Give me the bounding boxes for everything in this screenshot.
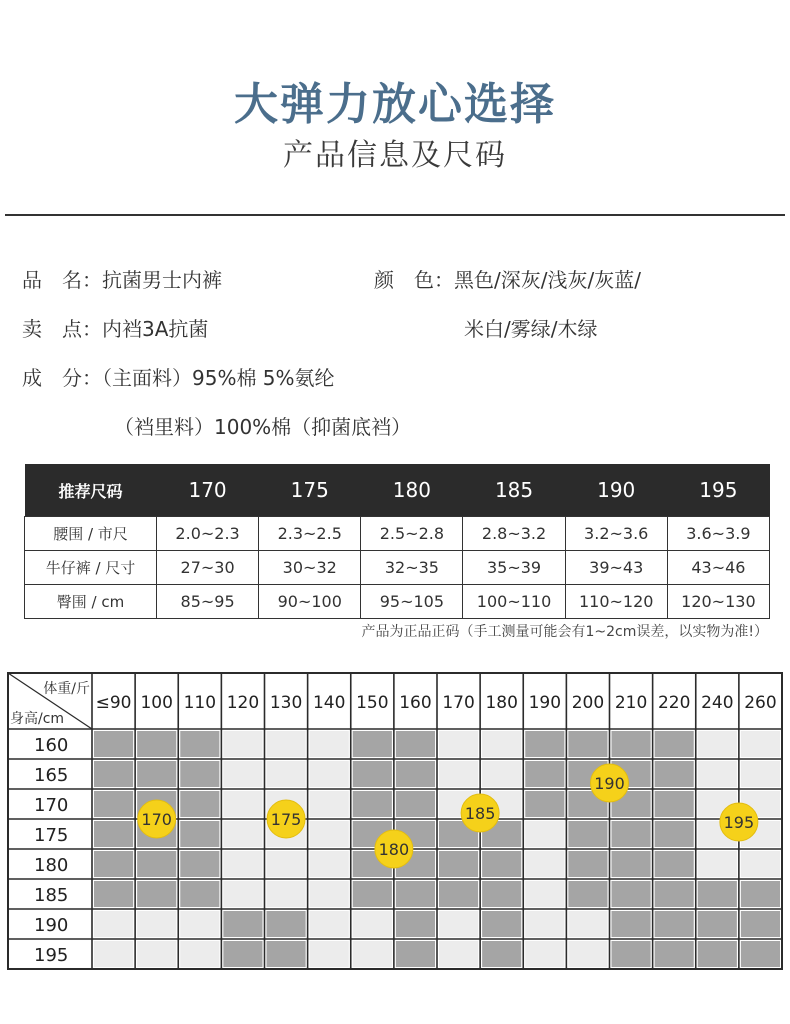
size-badge-label: 175: [270, 810, 302, 829]
chart-cell: [698, 761, 737, 787]
chart-cell: [94, 821, 133, 847]
chart-cell: [482, 941, 521, 967]
chart-cell: [223, 731, 262, 757]
table-cell: 90~100: [259, 585, 361, 619]
y-tick-label: 165: [34, 765, 69, 786]
chart-cell: [439, 851, 478, 877]
chart-cell: [310, 761, 349, 787]
row-label: 腰围 / 市尺: [25, 517, 157, 551]
chart-cell: [353, 731, 392, 757]
chart-cell: [180, 731, 219, 757]
chart-cell: [137, 911, 176, 937]
feature-label: 卖 点：: [22, 317, 102, 341]
page-subtitle: 产品信息及尺码: [283, 138, 507, 173]
chart-cell: [482, 761, 521, 787]
table-cell: 32~35: [361, 551, 463, 585]
chart-cell: [698, 731, 737, 757]
color-value-1: 黑色/深灰/浅灰/灰蓝/: [454, 268, 641, 292]
size-badge-label: 190: [594, 774, 625, 793]
y-tick-label: 190: [34, 915, 69, 936]
chart-cell: [439, 941, 478, 967]
table-cell: 2.8~3.2: [463, 517, 565, 551]
table-cell: 120~130: [667, 585, 769, 619]
chart-cell: [94, 761, 133, 787]
chart-cell: [180, 881, 219, 907]
chart-cell: [568, 881, 607, 907]
x-tick-label: 170: [442, 693, 475, 713]
table-cell: 3.6~3.9: [667, 517, 769, 551]
chart-cell: [94, 881, 133, 907]
chart-cell: [741, 851, 780, 877]
color-value-2: 米白/雾绿/木绿: [464, 317, 598, 341]
size-header-cell: 190: [565, 464, 667, 517]
y-tick-label: 170: [34, 795, 69, 816]
chart-cell: [612, 851, 651, 877]
table-cell: 35~39: [463, 551, 565, 585]
chart-cell: [568, 851, 607, 877]
x-tick-label: 140: [312, 693, 346, 713]
chart-cell: [612, 731, 651, 757]
chart-cell: [655, 761, 694, 787]
chart-cell: [310, 851, 349, 877]
chart-cell: [223, 821, 262, 847]
table-cell: 2.0~2.3: [157, 517, 259, 551]
table-cell: 100~110: [463, 585, 565, 619]
y-tick-label: 180: [34, 855, 69, 876]
chart-cell: [353, 911, 392, 937]
chart-cell: [698, 911, 737, 937]
chart-cell: [310, 821, 349, 847]
x-tick-label: 240: [701, 693, 734, 713]
table-cell: 43~46: [667, 551, 769, 585]
chart-cell: [94, 731, 133, 757]
color-label: 颜 色：: [374, 268, 454, 292]
chart-cell: [655, 881, 694, 907]
feature-value: 内裆3A抗菌: [102, 317, 209, 341]
chart-cell: [655, 791, 694, 817]
chart-cell: [94, 791, 133, 817]
chart-cell: [396, 941, 435, 967]
chart-cell: [396, 731, 435, 757]
name-value: 抗菌男士内裤: [102, 268, 222, 292]
y-tick-label: 195: [34, 945, 69, 966]
x-tick-label: 190: [528, 693, 562, 713]
chart-cell: [525, 761, 564, 787]
chart-cell: [568, 911, 607, 937]
chart-cell: [655, 941, 694, 967]
chart-cell: [612, 941, 651, 967]
chart-cell: [94, 941, 133, 967]
chart-cell: [94, 911, 133, 937]
chart-cell: [310, 881, 349, 907]
y-tick-label: 160: [34, 735, 69, 756]
table-cell: 85~95: [157, 585, 259, 619]
size-badge-label: 185: [464, 804, 496, 823]
chart-cell: [180, 911, 219, 937]
chart-cell: [310, 911, 349, 937]
chart-cell: [180, 941, 219, 967]
chart-cell: [568, 821, 607, 847]
chart-cell: [180, 791, 219, 817]
chart-cell: [353, 761, 392, 787]
x-tick-label: 100: [140, 693, 173, 713]
size-header-cell: 170: [157, 464, 259, 517]
name-label: 品 名：: [22, 268, 102, 292]
x-tick-label: 180: [485, 693, 518, 713]
row-label: 牛仔裤 / 尺寸: [25, 551, 157, 585]
chart-cell: [568, 941, 607, 967]
chart-cell: [223, 851, 262, 877]
x-tick-label: 130: [269, 693, 303, 713]
chart-cell: [439, 761, 478, 787]
chart-cell: [223, 791, 262, 817]
table-cell: 2.3~2.5: [259, 517, 361, 551]
chart-cell: [180, 761, 219, 787]
chart-cell: [525, 851, 564, 877]
x-tick-label: 200: [571, 693, 605, 713]
row-label: 臀围 / cm: [25, 585, 157, 619]
chart-cell: [655, 731, 694, 757]
x-tick-label: 210: [614, 693, 648, 713]
chart-cell: [741, 731, 780, 757]
chart-cell: [94, 851, 133, 877]
chart-cell: [223, 911, 262, 937]
chart-cell: [310, 941, 349, 967]
y-tick-label: 175: [34, 825, 69, 846]
table-cell: 2.5~2.8: [361, 517, 463, 551]
chart-cell: [396, 911, 435, 937]
chart-cell: [439, 911, 478, 937]
material-value-2: （裆里料）100%棉（抑菌底裆）: [114, 415, 412, 439]
chart-cell: [482, 851, 521, 877]
size-badge-label: 195: [723, 813, 755, 832]
chart-cell: [655, 851, 694, 877]
x-tick-label: 220: [657, 693, 691, 713]
chart-cell: [525, 821, 564, 847]
size-header-label: 推荐尺码: [25, 464, 157, 517]
x-tick-label: 160: [399, 693, 432, 713]
material-label: 成 分：: [22, 366, 102, 390]
chart-cell: [267, 731, 306, 757]
table-cell: 110~120: [565, 585, 667, 619]
chart-cell: [525, 731, 564, 757]
x-tick-label: 260: [744, 693, 777, 713]
page-title: 大弹力放心选择: [234, 79, 556, 130]
chart-cell: [267, 761, 306, 787]
chart-cell: [698, 851, 737, 877]
chart-cell: [223, 941, 262, 967]
table-cell: 39~43: [565, 551, 667, 585]
measurement-note: 产品为正品正码（手工测量可能会有1~2cm误差，以实物为准!）: [361, 624, 768, 640]
material-value-1: （主面料）95%棉 5%氨纶: [102, 366, 335, 390]
size-badge-label: 180: [378, 840, 410, 859]
chart-cell: [267, 941, 306, 967]
table-cell: 30~32: [259, 551, 361, 585]
chart-cell: [223, 881, 262, 907]
x-tick-label: 110: [183, 693, 217, 713]
size-header-cell: 180: [361, 464, 463, 517]
chart-cell: [655, 911, 694, 937]
chart-cell: [482, 881, 521, 907]
chart-cell: [698, 881, 737, 907]
chart-cell: [353, 791, 392, 817]
chart-cell: [568, 731, 607, 757]
chart-cell: [612, 881, 651, 907]
chart-cell: [137, 851, 176, 877]
chart-cell: [396, 791, 435, 817]
size-header-cell: 185: [463, 464, 565, 517]
size-header-cell: 175: [259, 464, 361, 517]
chart-cell: [267, 911, 306, 937]
chart-cell: [267, 881, 306, 907]
size-header-cell: 195: [667, 464, 769, 517]
y-tick-label: 185: [34, 885, 69, 906]
x-tick-label: ≤90: [95, 693, 132, 713]
chart-cell: [180, 821, 219, 847]
chart-cell: [137, 761, 176, 787]
chart-cell: [698, 941, 737, 967]
chart-cell: [612, 911, 651, 937]
corner-height-label: 身高/cm: [10, 711, 65, 727]
chart-cell: [439, 881, 478, 907]
x-tick-label: 120: [226, 693, 260, 713]
table-cell: 27~30: [157, 551, 259, 585]
chart-cell: [525, 881, 564, 907]
chart-cell: [353, 881, 392, 907]
chart-cell: [439, 731, 478, 757]
x-tick-label: 150: [356, 693, 389, 713]
chart-cell: [180, 851, 219, 877]
chart-cell: [525, 791, 564, 817]
table-cell: 95~105: [361, 585, 463, 619]
chart-cell: [525, 941, 564, 967]
chart-cell: [482, 911, 521, 937]
chart-cell: [310, 791, 349, 817]
chart-cell: [482, 731, 521, 757]
chart-cell: [223, 761, 262, 787]
chart-cell: [612, 821, 651, 847]
chart-cell: [741, 941, 780, 967]
chart-cell: [396, 761, 435, 787]
chart-cell: [396, 881, 435, 907]
chart-cell: [310, 731, 349, 757]
chart-cell: [655, 821, 694, 847]
chart-cell: [137, 941, 176, 967]
chart-cell: [741, 881, 780, 907]
size-badge-label: 170: [141, 810, 172, 829]
table-cell: 3.2~3.6: [565, 517, 667, 551]
chart-cell: [353, 941, 392, 967]
chart-cell: [741, 761, 780, 787]
chart-cell: [137, 881, 176, 907]
chart-cell: [267, 851, 306, 877]
chart-cell: [741, 911, 780, 937]
chart-cell: [137, 731, 176, 757]
chart-cell: [525, 911, 564, 937]
corner-weight-label: 体重/斤: [43, 681, 90, 697]
